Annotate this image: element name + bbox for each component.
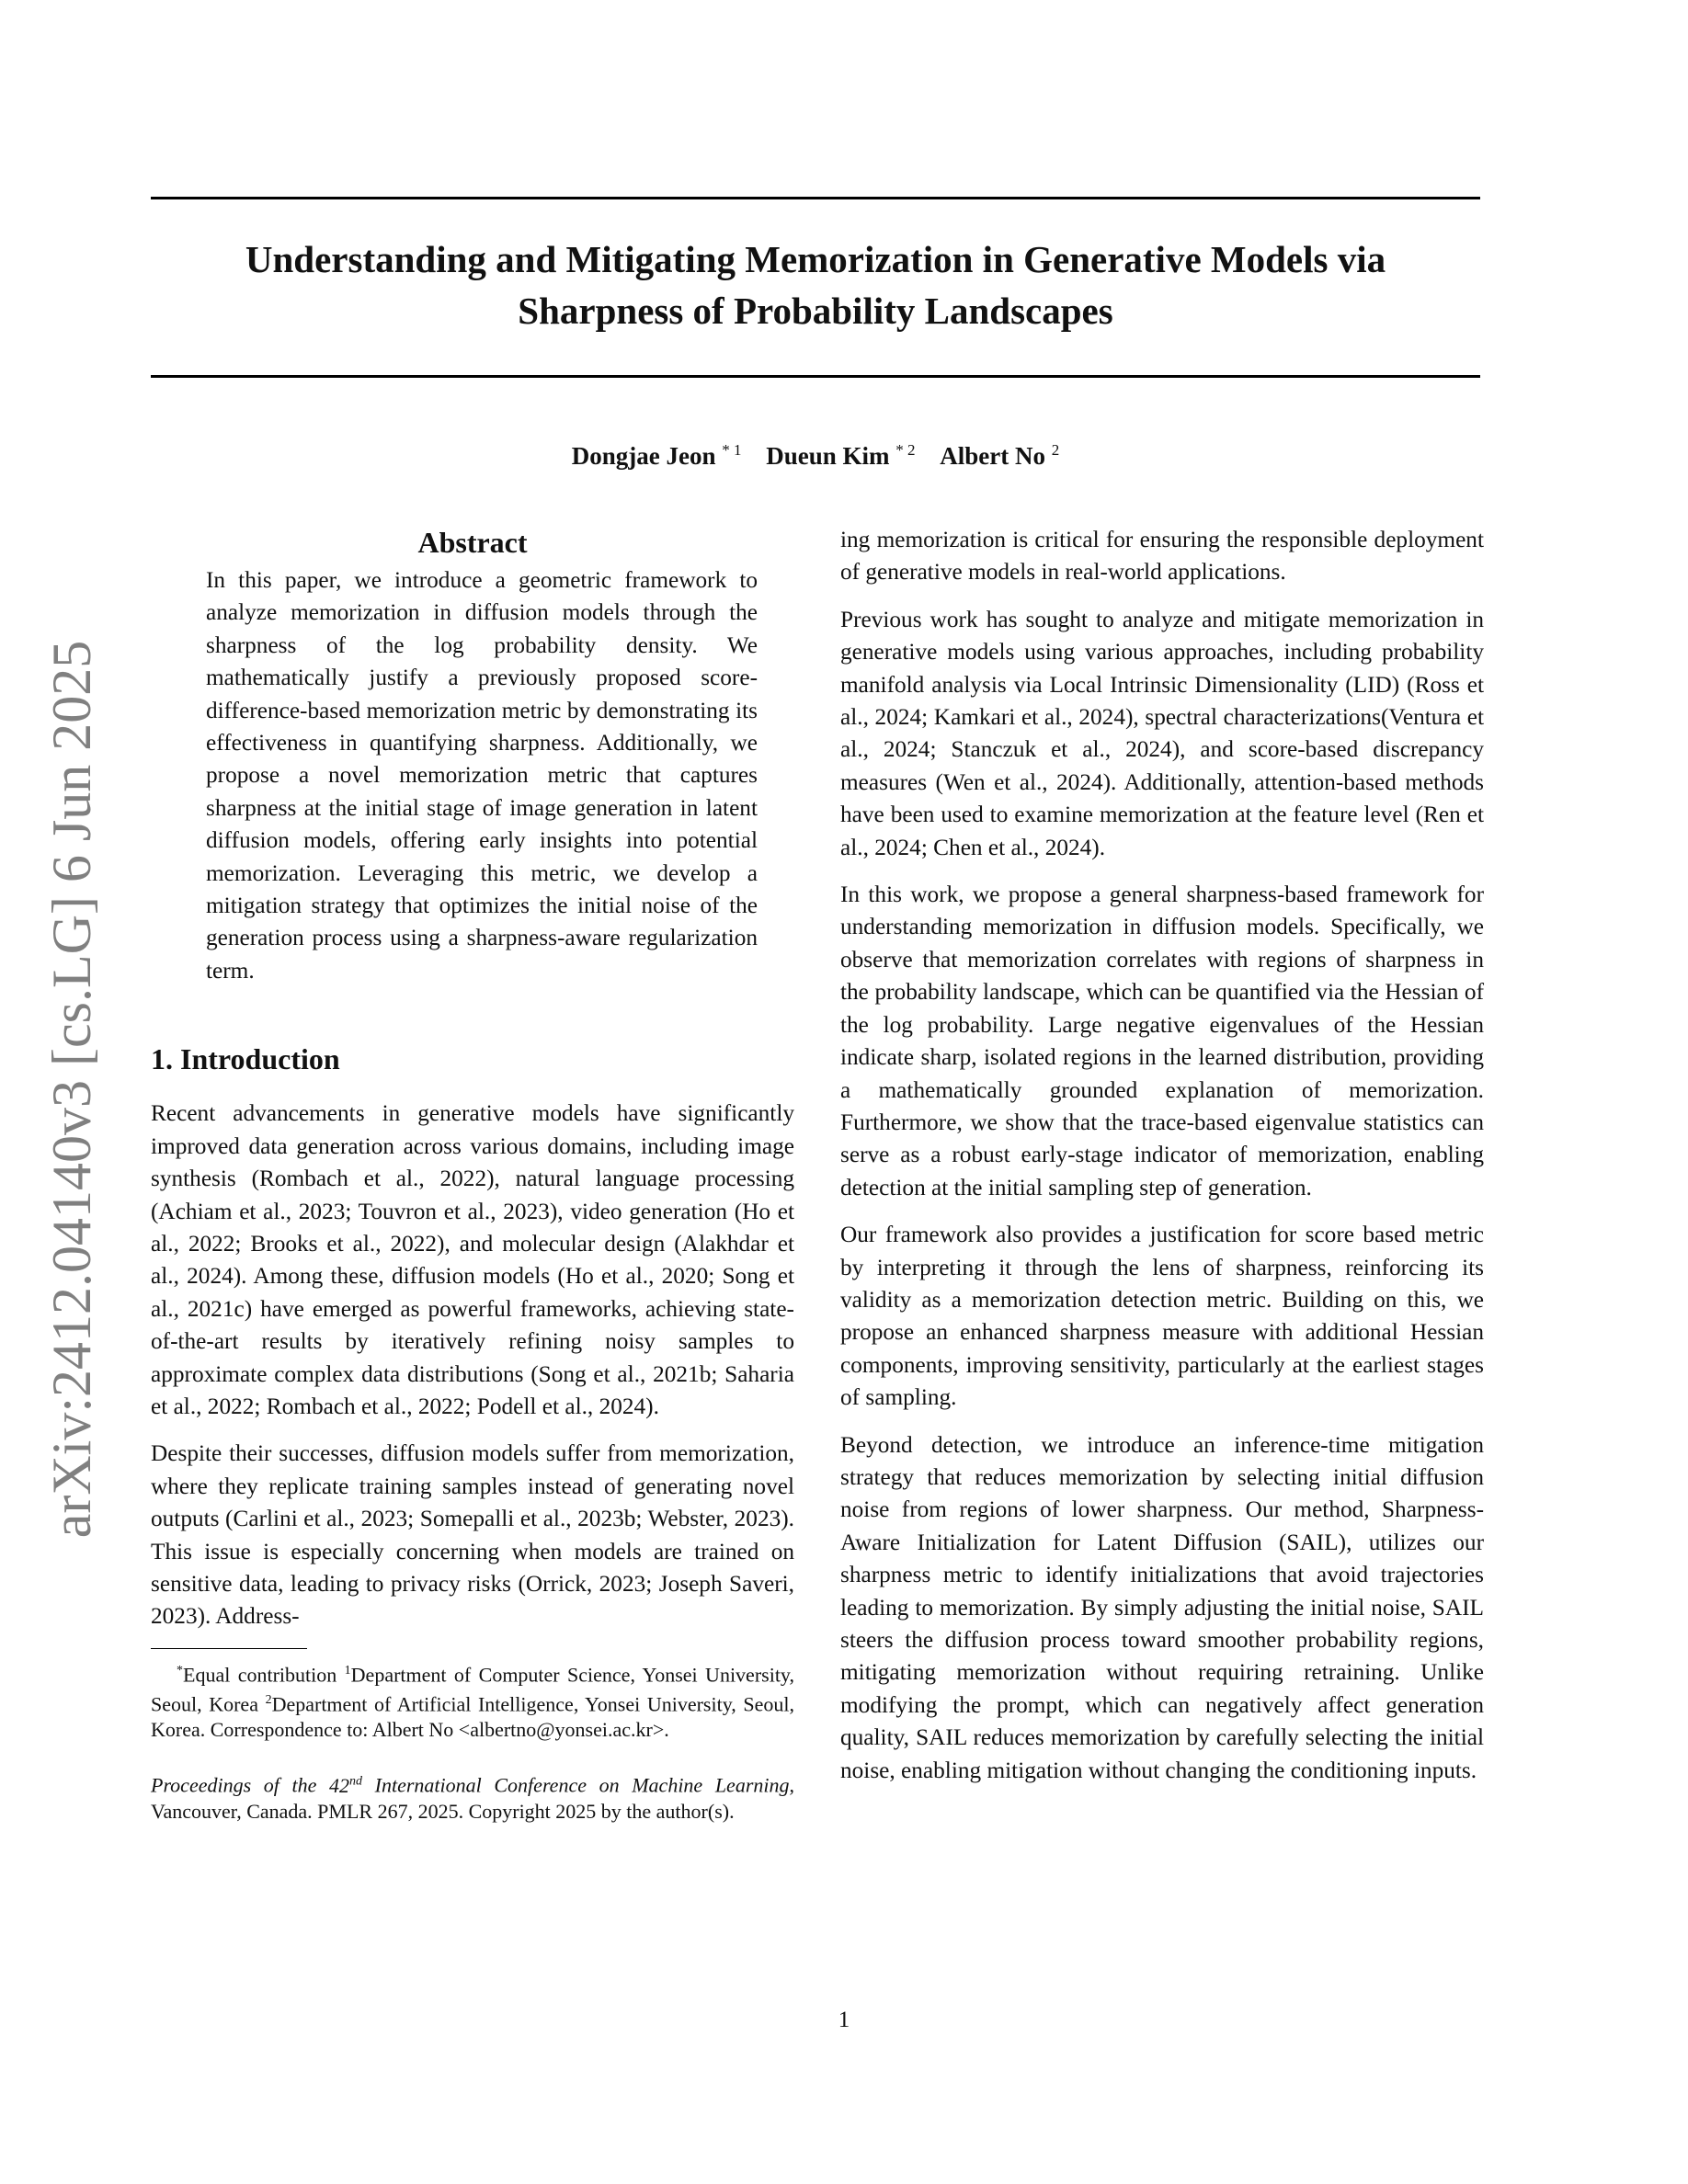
arxiv-identifier-stamp: arXiv:2412.04140v3 [cs.LG] 6 Jun 2025 <box>41 640 102 1539</box>
title-rule-top <box>151 197 1480 199</box>
paragraph: Our framework also provides a justification for score based metric by interpreting it through the lens of sharpness, reinforcing its validity as a memorization detection metric. Building on this, we propose an enhanced sharpness measure with additional Hessian components, improving sensitivity, particularly at the earliest stages of sampling. <box>840 1222 1484 1411</box>
right-column <box>840 524 1484 1802</box>
proceedings-conference: International Conference on Machine Learning <box>362 1773 790 1797</box>
paragraph: ing memorization is critical for ensuring the responsible deployment of generative models in real-world applications. <box>840 527 1484 586</box>
footnote-mark: * <box>177 1663 183 1678</box>
author-name: Albert No <box>940 442 1045 470</box>
footnote-affiliation-2: Department of Artificial Intelligence, Yonsei University, Seoul, Korea. Correspondence to: Albert No <albertno@yonsei.ac.kr>. <box>151 1692 795 1742</box>
author <box>766 442 915 470</box>
paper-title <box>151 233 1480 336</box>
author-list <box>151 432 1480 474</box>
proceedings-ordinal <box>329 1774 362 1797</box>
author-affiliation-marks: * 2 <box>895 441 916 459</box>
author-affiliation-marks: 2 <box>1051 441 1060 459</box>
footnote-mark: 2 <box>265 1693 272 1708</box>
proceedings-note <box>151 1769 794 1824</box>
section-heading-introduction: 1. Introduction <box>151 1042 340 1076</box>
paragraph: Recent advancements in generative models have significantly improved data generation across various domains, including image synthesis (Rombach et al., 2022), natural language processing (Achiam et al., 2023; Touvron et al., 2023), video generation (Ho et al., 2022; Brooks et al., 2022), and molecular design (Alakhdar et al., 2024). Among these, diffusion models (Ho et al., 2020; Song et al., 2021c) have emerged as powerful frameworks, achieving state-of-the-art results by iteratively refining noisy samples to approximate complex data distributions (Song et al., 2021b; Saharia et al., 2022; Rombach et al., 2022; Podell et al., 2024). <box>151 1100 794 1419</box>
paragraph: In this work, we propose a general sharpness-based framework for understanding memorization in diffusion models. Specifically, we observe that memorization correlates with regions of sharpness in the probability landscape, which can be quantified via the Hessian of the log probability. Large negative eigenvalues of the Hessian indicate sharp, isolated regions in the learned distribution, providing a mathematically grounded explanation of memorization. Furthermore, we show that the trace-based eigenvalue statistics can serve as a robust early-stage indicator of memorization, enabling detection at the initial sampling step of generation. <box>840 882 1484 1200</box>
author <box>940 442 1059 470</box>
footnote-mark: 1 <box>344 1663 351 1678</box>
proceedings-prefix: Proceedings of the <box>151 1773 330 1797</box>
proceedings-details: , Vancouver, Canada. PMLR 267, 2025. Copyright 2025 by the author(s). <box>151 1773 794 1823</box>
abstract-text: In this paper, we introduce a geometric framework to analyze memorization in diffusion models through the sharpness of the log probability density. We mathematically justify a previously proposed score-difference-based memorization metric by demonstrating its effectiveness in quantifying sharpness. Additionally, we propose a novel memorization metric that captures sharpness at the initial stage of image generation in latent diffusion models, offering early insights into potential memorization. Leveraging this metric, we develop a mitigation strategy that optimizes the initial noise of the generation process using a sharpness-aware regularization term. <box>206 567 758 984</box>
footnote-equal-contribution: Equal contribution <box>183 1663 345 1687</box>
affiliation-footnote <box>151 1658 794 1744</box>
paragraph: Beyond detection, we introduce an inference-time mitigation strategy that reduces memorization by selecting initial diffusion noise from regions of lower sharpness. Our method, Sharpness-Aware Initialization for Latent Diffusion (SAIL), utilizes our sharpness metric to identify initializations that avoid trajectories leading to memorization. By simply adjusting the initial noise, SAIL steers the diffusion process toward smoother probability regions, mitigating memorization without requiring retraining. Unlike modifying the prompt, which can negatively affect generation quality, SAIL reduces memorization by carefully selecting the initial noise, enabling mitigation without changing the conditioning inputs. <box>840 1431 1484 1783</box>
left-column <box>151 524 794 1825</box>
author-affiliation-marks: * 1 <box>722 441 742 459</box>
title-line-2: Sharpness of Probability Landscapes <box>518 290 1113 332</box>
paragraph: Despite their successes, diffusion models suffer from memorization, where they replicate training samples instead of generating novel outputs (Carlini et al., 2023; Somepalli et al., 2023b; Webster, 2023). This issue is especially concerning when models are trained on sensitive data, leading to privacy risks (Orrick, 2023; Joseph Saveri, 2023). Address- <box>151 1440 794 1630</box>
title-line-1: Understanding and Mitigating Memorization in Generative Models via <box>245 238 1386 280</box>
ordinal-number: 42 <box>329 1773 350 1797</box>
author-name: Dongjae Jeon <box>571 442 716 470</box>
title-rule-bottom <box>151 375 1480 378</box>
abstract-heading: Abstract <box>417 526 528 559</box>
ordinal-suffix: nd <box>349 1774 363 1789</box>
author-name: Dueun Kim <box>766 442 890 470</box>
author <box>572 442 742 470</box>
footnote-affiliation-1: Department of Computer Science, Yonsei University, Seoul, Korea <box>151 1663 795 1716</box>
page-number: 1 <box>838 2008 850 2032</box>
paragraph: Previous work has sought to analyze and mitigate memorization in generative models using various approaches, including probability manifold analysis via Local Intrinsic Dimensionality (LID) (Ross et al., 2024; Kamkari et al., 2024), spectral characterizations(Ventura et al., 2024; Stanczuk et al., 2024), and score-based discrepancy measures (Wen et al., 2024). Additionally, attention-based methods have been used to examine memorization at the feature level (Ren et al., 2024; Chen et al., 2024). <box>840 606 1484 860</box>
footnote-rule <box>151 1648 307 1649</box>
arxiv-margin <box>35 634 108 1544</box>
